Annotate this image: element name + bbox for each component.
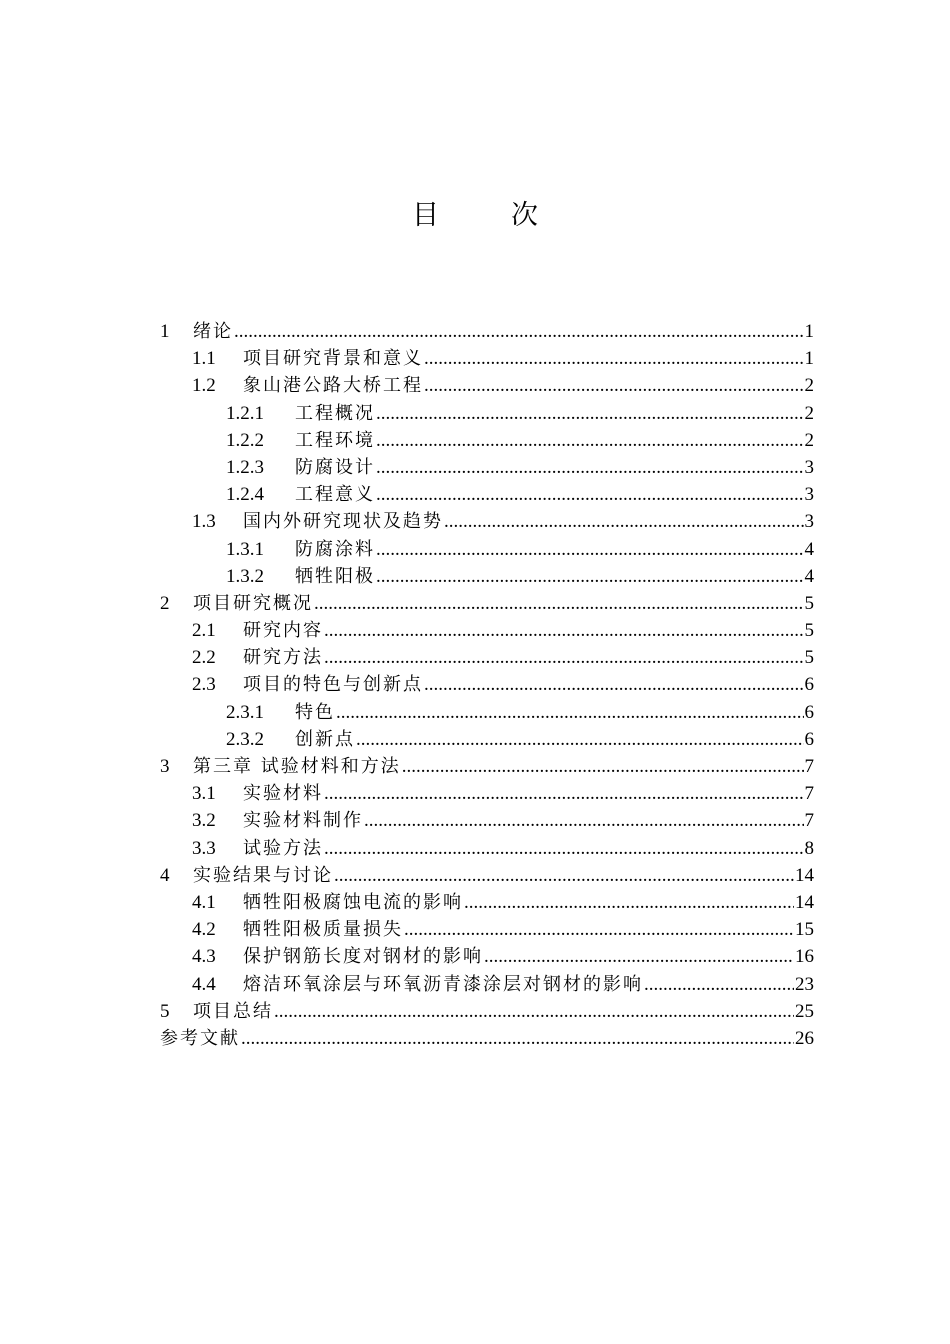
toc-entry-title: 参考文献 xyxy=(160,1027,240,1049)
toc-entry-number: 1 xyxy=(160,321,170,342)
toc-dot-leader xyxy=(376,536,804,563)
toc-entry-page-number: 1 xyxy=(804,321,814,342)
toc-entry-page-number: 2 xyxy=(804,402,814,424)
toc-entry-title: 防腐设计 xyxy=(295,456,375,478)
toc-entry[interactable] xyxy=(160,563,814,590)
toc-entry-page-number: 3 xyxy=(804,456,814,478)
toc-entry[interactable] xyxy=(160,318,814,345)
toc-dot-leader xyxy=(404,916,794,943)
toc-entry-number: 1.2.2 xyxy=(226,429,264,451)
toc-entry[interactable] xyxy=(160,835,814,862)
toc-entry-title: 项目研究概况 xyxy=(193,592,313,614)
toc-entry[interactable] xyxy=(160,671,814,698)
toc-entry-title: 项目研究背景和意义 xyxy=(243,348,423,370)
toc-entry-title: 创新点 xyxy=(295,728,355,750)
toc-dot-leader xyxy=(324,617,804,644)
toc-dot-leader xyxy=(464,889,794,916)
toc-entry-title: 研究内容 xyxy=(243,620,323,642)
toc-entry[interactable] xyxy=(160,481,814,508)
toc-dot-leader xyxy=(274,998,794,1025)
toc-entry-number: 5 xyxy=(160,1000,170,1022)
toc-entry-number: 2.2 xyxy=(192,647,216,669)
toc-dot-leader xyxy=(376,427,804,454)
toc-entry-title: 研究方法 xyxy=(243,647,323,669)
toc-entry-number: 1.3.1 xyxy=(226,538,264,560)
toc-dot-leader xyxy=(234,318,804,345)
toc-entry-page-number: 4 xyxy=(804,538,814,560)
toc-entry-number: 2 xyxy=(160,592,170,614)
toc-dot-leader xyxy=(241,1025,794,1052)
toc-entry[interactable] xyxy=(160,454,814,481)
toc-entry-number: 2.1 xyxy=(192,620,216,642)
toc-entry[interactable] xyxy=(160,400,814,427)
toc-dot-leader xyxy=(376,563,804,590)
toc-entry-title: 项目总结 xyxy=(193,1000,273,1022)
toc-entry-title: 牺牲阳极 xyxy=(295,565,375,587)
toc-entry[interactable] xyxy=(160,889,814,916)
toc-entry-page-number: 15 xyxy=(795,919,814,941)
toc-entry-page-number: 3 xyxy=(804,511,814,533)
toc-entry-page-number: 3 xyxy=(804,484,814,506)
toc-entry-number: 1.2 xyxy=(192,375,216,397)
toc-entry-number: 2.3.2 xyxy=(226,728,264,750)
toc-entry-number: 1.2.3 xyxy=(226,456,264,478)
toc-entry[interactable] xyxy=(160,508,814,535)
toc-entry-number: 1.2.1 xyxy=(226,402,264,424)
title-char-2: 次 xyxy=(511,200,538,231)
toc-dot-leader xyxy=(364,807,804,834)
toc-dot-leader xyxy=(644,971,794,998)
toc-entry-title: 实验材料制作 xyxy=(243,810,363,832)
toc-entry-page-number: 25 xyxy=(795,1000,814,1022)
toc-dot-leader xyxy=(324,644,804,671)
toc-entry-title: 实验结果与讨论 xyxy=(193,864,333,886)
toc-entry-title: 实验材料 xyxy=(243,783,323,805)
toc-entry-title: 试验方法 xyxy=(243,837,323,859)
toc-entry-page-number: 23 xyxy=(795,973,814,995)
toc-entry-number: 3.1 xyxy=(192,783,216,805)
toc-entry-title: 国内外研究现状及趋势 xyxy=(243,511,443,533)
toc-entry-page-number: 6 xyxy=(804,701,814,723)
toc-entry[interactable] xyxy=(160,807,814,834)
toc-entry[interactable] xyxy=(160,536,814,563)
toc-entry-page-number: 2 xyxy=(804,429,814,451)
toc-entry-title: 象山港公路大桥工程 xyxy=(243,375,423,397)
toc-entry-number: 3.3 xyxy=(192,837,216,859)
toc-entry-page-number: 2 xyxy=(804,375,814,397)
toc-entry-title: 第三章 试验材料和方法 xyxy=(193,756,401,777)
toc-entry-title: 防腐涂料 xyxy=(295,538,375,560)
toc-entry-number: 1.1 xyxy=(192,348,216,370)
toc-dot-leader xyxy=(484,943,794,970)
toc-dot-leader xyxy=(324,780,804,807)
toc-entry[interactable] xyxy=(160,862,814,889)
toc-entry-page-number: 5 xyxy=(804,592,814,614)
toc-entry-page-number: 1 xyxy=(804,348,814,370)
toc-entry[interactable] xyxy=(160,699,814,726)
toc-dot-leader xyxy=(424,671,804,698)
toc-entry-number: 3.2 xyxy=(192,810,216,832)
toc-entry[interactable] xyxy=(160,943,814,970)
toc-dot-leader xyxy=(314,590,804,617)
toc-entry-page-number: 7 xyxy=(804,756,814,777)
toc-entry-number: 4.4 xyxy=(192,973,216,995)
toc-entry-title: 工程环境 xyxy=(295,429,375,451)
toc-entry-title: 牺牲阳极腐蚀电流的影响 xyxy=(243,891,463,913)
toc-entry-number: 2.3.1 xyxy=(226,701,264,723)
toc-dot-leader xyxy=(376,481,804,508)
toc-entry-page-number: 7 xyxy=(804,810,814,832)
toc-dot-leader xyxy=(356,726,804,753)
toc-entry[interactable] xyxy=(160,644,814,671)
toc-entry-page-number: 5 xyxy=(804,647,814,669)
toc-entry-number: 4.2 xyxy=(192,919,216,941)
toc-entry[interactable] xyxy=(160,916,814,943)
toc-dot-leader xyxy=(402,753,804,780)
toc-entry-page-number: 7 xyxy=(804,783,814,805)
toc-entry-title: 特色 xyxy=(295,701,335,723)
toc-entry[interactable] xyxy=(160,427,814,454)
toc-entry[interactable] xyxy=(160,1025,814,1052)
toc-entry-title: 保护钢筋长度对钢材的影响 xyxy=(243,946,483,968)
toc-entry-title: 牺牲阳极质量损失 xyxy=(243,919,403,941)
toc-entry[interactable] xyxy=(160,345,814,372)
toc-entry-title: 项目的特色与创新点 xyxy=(243,674,423,696)
page-title xyxy=(0,196,950,236)
toc-dot-leader xyxy=(376,400,804,427)
toc-entry-page-number: 6 xyxy=(804,674,814,696)
toc-dot-leader xyxy=(424,345,804,372)
toc-entry[interactable] xyxy=(160,753,814,780)
toc-entry[interactable] xyxy=(160,971,814,998)
toc-entry-number: 3 xyxy=(160,756,170,777)
toc-dot-leader xyxy=(376,454,804,481)
toc-entry[interactable] xyxy=(160,780,814,807)
toc-entry-title: 绪论 xyxy=(193,321,233,342)
toc-entry-page-number: 14 xyxy=(795,891,814,913)
toc-dot-leader xyxy=(424,372,804,399)
toc-entry-page-number: 14 xyxy=(795,864,814,886)
toc-entry-title: 工程意义 xyxy=(295,484,375,506)
toc-entry-page-number: 6 xyxy=(804,728,814,750)
toc-entry-page-number: 8 xyxy=(804,837,814,859)
toc-entry-page-number: 26 xyxy=(795,1027,814,1049)
toc-entry-number: 1.2.4 xyxy=(226,484,264,506)
toc-dot-leader xyxy=(444,508,804,535)
toc-entry[interactable] xyxy=(160,617,814,644)
toc-dot-leader xyxy=(334,862,794,889)
toc-entry-title: 熔洁环氧涂层与环氧沥青漆涂层对钢材的影响 xyxy=(243,973,643,995)
title-char-1: 目 xyxy=(412,200,439,231)
toc-entry-number: 4.1 xyxy=(192,891,216,913)
toc-entry-number: 4 xyxy=(160,864,170,886)
toc-entry-number: 4.3 xyxy=(192,946,216,968)
toc-entry[interactable] xyxy=(160,590,814,617)
toc-entry-number: 2.3 xyxy=(192,674,216,696)
toc-entry-page-number: 5 xyxy=(804,620,814,642)
toc-entry-number: 1.3 xyxy=(192,511,216,533)
toc-entry-page-number: 4 xyxy=(804,565,814,587)
toc-dot-leader xyxy=(336,699,804,726)
toc-entry[interactable] xyxy=(160,726,814,753)
toc-entry-number: 1.3.2 xyxy=(226,565,264,587)
toc-dot-leader xyxy=(324,835,804,862)
toc-entry[interactable] xyxy=(160,998,814,1025)
toc-entry-title: 工程概况 xyxy=(295,402,375,424)
toc-entry[interactable] xyxy=(160,372,814,399)
toc-entry-page-number: 16 xyxy=(795,946,814,968)
table-of-contents xyxy=(160,318,814,1052)
